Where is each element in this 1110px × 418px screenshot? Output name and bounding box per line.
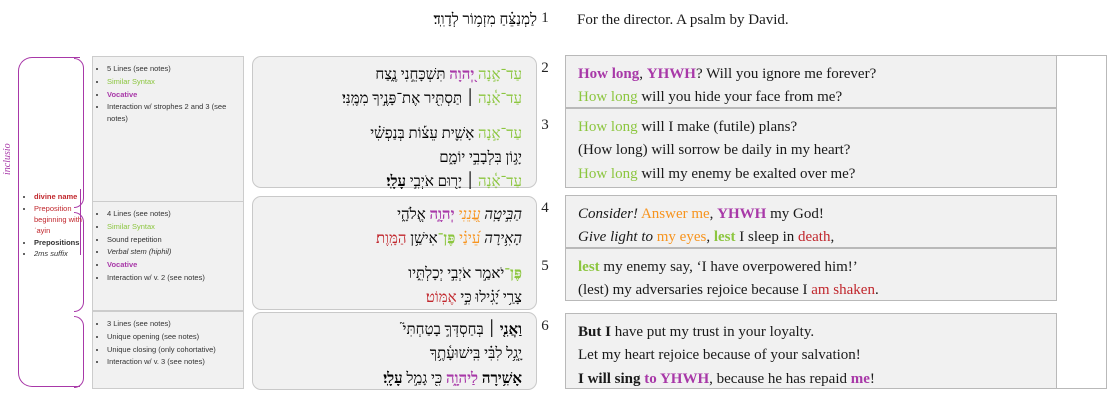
inclusio-label: inclusio xyxy=(2,143,13,175)
verse-number: 4 xyxy=(541,200,549,216)
hebrew-line: עַד־אָ֓נָה ׀ תַּסְתִּ֖יר אֶת־פָּנֶ֣יךָ מִמֶּֽנִּי׃ xyxy=(341,91,522,108)
translation-line: For the director. A psalm by David. xyxy=(577,12,789,28)
list-item: • Unique closing (only cohortative) xyxy=(107,344,237,355)
verse-number: 1 xyxy=(541,10,549,26)
list-item: • 4 Lines (see notes) xyxy=(107,208,237,219)
notes-panel-strophe-2 xyxy=(92,201,244,311)
right-margin-column xyxy=(1057,55,1107,389)
notes-panel-strophe-3 xyxy=(92,311,244,389)
list-item: • Similar Syntax xyxy=(107,221,237,232)
list-item: • Interaction w/ v. 2 (see notes) xyxy=(107,272,237,283)
translation-line: How long, YHWH? Will you ignore me forever? xyxy=(578,66,877,82)
hebrew-line: יָ֤גֵ֥ל לִבִּ֗י בִּֽישׁוּעָ֫תֶ֥ךָ xyxy=(429,346,522,363)
list-item: • Unique opening (see notes) xyxy=(107,331,237,342)
translation-verse-3 xyxy=(565,108,1057,188)
hebrew-line: עַד־אָ֣נָה אָשִׁ֪ית עֵצ֡וֹת בְּנַפְשִׁ֗י xyxy=(370,125,522,142)
list-item: • divine name xyxy=(34,192,88,203)
translation-line: Give light to my eyes, lest I sleep in death, xyxy=(578,229,835,246)
list-item: • 2ms suffix xyxy=(34,249,88,260)
translation-line: I will sing to YHWH, because he has repaid me! xyxy=(578,370,875,387)
verse-number: 6 xyxy=(541,318,549,334)
hebrew-line: עַד־אָ֓נָה ׀ יָר֖וּם אֹיְבִ֣י עָלָֽי׃ xyxy=(386,174,522,191)
list-item: • Vocative xyxy=(107,89,237,100)
hebrew-strophe-1-box xyxy=(252,56,537,191)
translation-line: Let my heart rejoice because of your salvation! xyxy=(578,347,861,364)
list-item: • 3 Lines (see notes) xyxy=(107,318,237,329)
translation-line: How long will I make (futile) plans? xyxy=(578,119,798,135)
hebrew-line: צָרַ֥י יָ֝גִ֗ילוּ כִּ֣י אֶמּֽוֹט׃ xyxy=(425,289,522,306)
list-item: • Sound repetition xyxy=(107,234,237,245)
hebrew-line: פֶּן־יֹאמַ֣ר אֹיְבִ֣י יְכָלְתִּ֑יו xyxy=(408,265,522,282)
strophe-1-bracket xyxy=(74,58,84,208)
hebrew-line: הָאִ֥ירָה עֵ֝ינַ֗י פֶּן־אִישַׁ֥ן הַמָּֽוֶת׃ xyxy=(375,231,522,248)
verse-number: 5 xyxy=(541,258,549,274)
hebrew-superscription: לַמְנַצֵּ֗חַ מִזְמ֥וֹר לְדָוִֽד׃ xyxy=(433,12,537,28)
hebrew-line: אָשִׁ֥ירָה לַיהוָ֑ה כִּ֖י גָמַ֣ל עָלָֽי׃ xyxy=(383,370,522,387)
translation-verse-6 xyxy=(565,313,1057,389)
translation-line: How long will you hide your face from me? xyxy=(578,89,843,106)
translation-line: Consider! Answer me, YHWH my God! xyxy=(578,206,824,222)
hebrew-strophe-2-box xyxy=(252,196,537,310)
translation-line: lest my enemy say, ‘I have overpowered him!’ xyxy=(578,259,858,275)
list-item: • Interaction w/ v. 3 (see notes) xyxy=(107,356,237,367)
notes-panel-strophe-1 xyxy=(92,56,244,216)
list-item: • 5 Lines (see notes) xyxy=(107,63,237,74)
list-item: • Vocative xyxy=(107,259,237,270)
hebrew-line: וַאֲנִ֤י ׀ בְּחַסְדְּךָ֣ בָטַחְתִּי֮ xyxy=(402,322,522,338)
hebrew-strophe-3-box xyxy=(252,312,537,390)
hebrew-line: הַבִּ֣יטָֽה עֲ֭נֵנִי יְהוָ֣ה אֱלֹהָ֑י xyxy=(397,207,522,223)
verse-number: 3 xyxy=(541,117,549,133)
translation-verse-1 xyxy=(565,9,1057,32)
list-item: • Interaction w/ strophes 2 and 3 (see notes) xyxy=(107,101,237,124)
translation-line: (lest) my adversaries rejoice because I am shaken. xyxy=(578,282,879,299)
translation-verse-2 xyxy=(565,55,1057,108)
translation-verse-4 xyxy=(565,195,1057,248)
hebrew-line: יָג֣וֹן בִּלְבָבִ֣י יוֹמָ֑ם xyxy=(439,149,522,166)
list-item: • Verbal stem (hiphil) xyxy=(107,246,237,257)
strophe-3-bracket xyxy=(74,316,84,388)
list-item: • Prepositions xyxy=(34,238,88,249)
translation-verse-5 xyxy=(565,248,1057,301)
translation-line: But I have put my trust in your loyalty. xyxy=(578,324,815,340)
strophe-2-bracket xyxy=(74,212,84,312)
list-item: • Similar Syntax xyxy=(107,76,237,87)
hebrew-line: עַד־אָ֣נָה יְ֭הוָה תִּשְׁכָּחֵ֣נִי נֶ֑צַח xyxy=(375,67,522,83)
translation-line: How long will my enemy be exalted over me? xyxy=(578,165,856,182)
list-item: • Preposition beginning with ʿayin xyxy=(34,204,88,237)
verse-number: 2 xyxy=(541,60,549,76)
translation-line: (How long) will sorrow be daily in my heart? xyxy=(578,142,851,159)
